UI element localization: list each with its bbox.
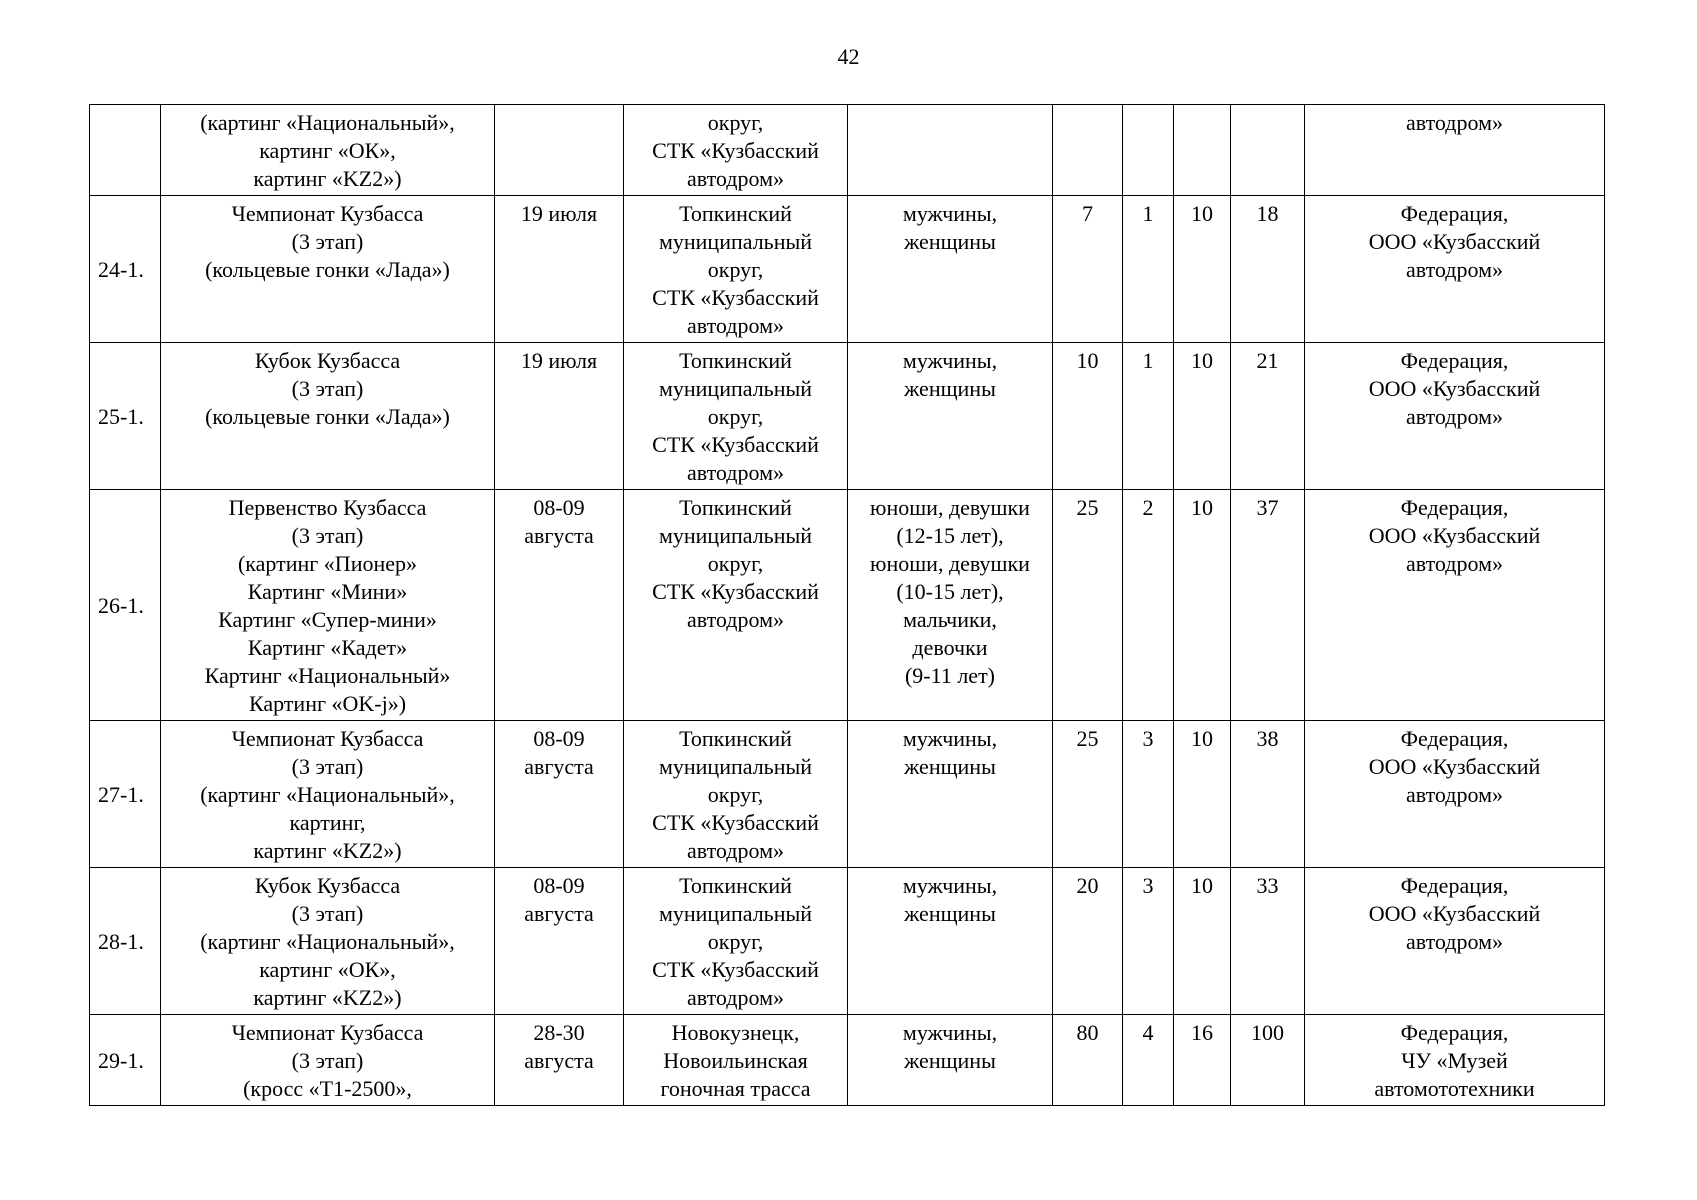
cell-date [495, 1015, 624, 1106]
cell-place-line: СТК «Кузбасский [652, 810, 819, 835]
cell-participants-line: девочки [912, 635, 988, 660]
cell-organizer-line: автодром» [1406, 110, 1503, 135]
cell-participants-line: мужчины, [902, 348, 998, 373]
cell-event-line: (картинг «Национальный», [200, 782, 455, 807]
cell-date [495, 105, 624, 196]
cell-organizer [1305, 1015, 1605, 1106]
cell-organizer-line: автодром» [1406, 929, 1503, 954]
cell-participants-line: женщины [904, 901, 996, 926]
cell-count-1: 7 [1053, 196, 1123, 343]
cell-organizer-line: Федерация, [1400, 495, 1509, 520]
cell-organizer-line: автомототехники [1374, 1076, 1535, 1101]
table-body [90, 105, 1605, 1106]
cell-count-2: 3 [1123, 721, 1174, 868]
table-row [90, 490, 1605, 721]
table-row [90, 196, 1605, 343]
cell-organizer-line: автодром» [1406, 257, 1503, 282]
cell-participants [848, 105, 1053, 196]
cell-place-line: автодром» [687, 838, 784, 863]
cell-organizer-line: Федерация, [1400, 201, 1509, 226]
cell-participants-line: мальчики, [903, 607, 997, 632]
cell-event-line: (картинг «Пионер» [237, 551, 418, 576]
cell-count-total: 18 [1231, 196, 1305, 343]
cell-place [624, 721, 848, 868]
cell-count-3: 10 [1174, 868, 1231, 1015]
cell-event-line: (картинг «Национальный», [200, 929, 455, 954]
cell-place-line: Топкинский [679, 873, 792, 898]
cell-place-line: СТК «Кузбасский [652, 138, 819, 163]
cell-count-3: 10 [1174, 196, 1231, 343]
cell-count-1: 20 [1053, 868, 1123, 1015]
cell-organizer-line: автодром» [1406, 404, 1503, 429]
cell-place-line: округ, [707, 782, 764, 807]
cell-participants-line: мужчины, [902, 1020, 998, 1045]
cell-organizer-line: ООО «Кузбасский [1368, 523, 1541, 548]
cell-count-1: 25 [1053, 490, 1123, 721]
cell-organizer-line: ООО «Кузбасский [1368, 754, 1541, 779]
cell-place-line: округ, [707, 551, 764, 576]
cell-count-total: 33 [1231, 868, 1305, 1015]
cell-event-line: (кольцевые гонки «Лада») [205, 404, 450, 429]
table-row [90, 868, 1605, 1015]
cell-event-line: Чемпионат Кузбасса [231, 726, 424, 751]
cell-count-1: 80 [1053, 1015, 1123, 1106]
cell-place-line: СТК «Кузбасский [652, 285, 819, 310]
cell-participants-line: мужчины, [902, 201, 998, 226]
cell-event [161, 490, 495, 721]
cell-date-line: 08-09 [533, 495, 585, 520]
cell-place-line: СТК «Кузбасский [652, 432, 819, 457]
cell-number: 25-1. [90, 343, 161, 490]
cell-event-line: картинг «KZ2») [253, 166, 402, 191]
cell-date-line: 28-30 [533, 1020, 585, 1045]
cell-event-line: Картинг «Мини» [247, 579, 408, 604]
cell-organizer [1305, 105, 1605, 196]
cell-participants-line: женщины [904, 229, 996, 254]
cell-event-line: Первенство Кузбасса [228, 495, 427, 520]
cell-date-line: 08-09 [533, 873, 585, 898]
cell-date-line: августа [524, 901, 594, 926]
cell-count-total: 100 [1231, 1015, 1305, 1106]
cell-event-line: Картинг «Национальный» [204, 663, 451, 688]
cell-count-total: 37 [1231, 490, 1305, 721]
cell-date [495, 868, 624, 1015]
cell-participants-line: (12-15 лет), [896, 523, 1004, 548]
cell-event-line: Картинг «Супер-мини» [218, 607, 437, 632]
cell-event-line: (3 этап) [291, 901, 364, 926]
cell-place-line: округ, [707, 257, 764, 282]
cell-place [624, 105, 848, 196]
cell-event [161, 1015, 495, 1106]
cell-count-1 [1053, 105, 1123, 196]
cell-date [495, 343, 624, 490]
cell-count-total: 21 [1231, 343, 1305, 490]
cell-place-line: гоночная трасса [660, 1076, 811, 1101]
cell-place [624, 196, 848, 343]
cell-count-3 [1174, 105, 1231, 196]
cell-event-line: (3 этап) [291, 376, 364, 401]
cell-event-line: картинг «ОК», [259, 138, 396, 163]
cell-participants [848, 721, 1053, 868]
cell-date-line: 19 июля [520, 348, 598, 373]
cell-event-line: (3 этап) [291, 1048, 364, 1073]
cell-organizer-line: автодром» [1406, 782, 1503, 807]
cell-participants-line: женщины [904, 754, 996, 779]
cell-place-line: СТК «Кузбасский [652, 957, 819, 982]
cell-event-line: картинг «KZ2») [253, 985, 402, 1010]
cell-participants [848, 868, 1053, 1015]
cell-place-line: автодром» [687, 460, 784, 485]
cell-participants [848, 343, 1053, 490]
cell-number: 26-1. [90, 490, 161, 721]
cell-number: 29-1. [90, 1015, 161, 1106]
cell-count-1: 10 [1053, 343, 1123, 490]
cell-date-line: 19 июля [520, 201, 598, 226]
cell-participants [848, 490, 1053, 721]
cell-participants-line: юноши, девушки [870, 551, 1030, 576]
cell-place-line: Топкинский [679, 726, 792, 751]
cell-event [161, 721, 495, 868]
cell-participants-line: юноши, девушки [870, 495, 1030, 520]
cell-date [495, 490, 624, 721]
cell-event [161, 868, 495, 1015]
cell-place [624, 343, 848, 490]
cell-event-line: Кубок Кузбасса [254, 348, 401, 373]
cell-event-line: Кубок Кузбасса [254, 873, 401, 898]
cell-event-line: (3 этап) [291, 754, 364, 779]
cell-number: 28-1. [90, 868, 161, 1015]
cell-organizer [1305, 343, 1605, 490]
cell-place-line: округ, [707, 110, 764, 135]
table-row [90, 721, 1605, 868]
cell-participants-line: женщины [904, 376, 996, 401]
cell-place-line: автодром» [687, 313, 784, 338]
cell-participants [848, 196, 1053, 343]
cell-event-line: Картинг «OK-j») [248, 691, 407, 716]
cell-place [624, 868, 848, 1015]
table-row [90, 343, 1605, 490]
cell-place-line: округ, [707, 929, 764, 954]
cell-place-line: Новокузнецк, [671, 1020, 800, 1045]
table-row [90, 1015, 1605, 1106]
cell-place-line: муниципальный [658, 523, 813, 548]
cell-event-line: (картинг «Национальный», [200, 110, 455, 135]
cell-organizer-line: Федерация, [1400, 726, 1509, 751]
cell-place-line: муниципальный [658, 754, 813, 779]
cell-organizer-line: ООО «Кузбасский [1368, 376, 1541, 401]
cell-date [495, 196, 624, 343]
cell-place-line: муниципальный [658, 901, 813, 926]
table-row [90, 105, 1605, 196]
cell-count-total: 38 [1231, 721, 1305, 868]
cell-place-line: округ, [707, 404, 764, 429]
cell-event-line: (3 этап) [291, 523, 364, 548]
cell-event-line: (кольцевые гонки «Лада») [205, 257, 450, 282]
cell-count-2 [1123, 105, 1174, 196]
cell-count-1: 25 [1053, 721, 1123, 868]
cell-organizer [1305, 868, 1605, 1015]
cell-place-line: Топкинский [679, 201, 792, 226]
cell-event-line: Чемпионат Кузбасса [231, 1020, 424, 1045]
cell-participants-line: мужчины, [902, 873, 998, 898]
cell-event-line: картинг «KZ2») [253, 838, 402, 863]
cell-organizer-line: ООО «Кузбасский [1368, 901, 1541, 926]
cell-participants-line: (10-15 лет), [896, 579, 1004, 604]
cell-place-line: муниципальный [658, 376, 813, 401]
cell-number [90, 105, 161, 196]
cell-date-line: августа [524, 1048, 594, 1073]
cell-organizer-line: Федерация, [1400, 348, 1509, 373]
page-number: 42 [837, 44, 860, 69]
cell-place-line: Новоильинская [663, 1048, 808, 1073]
cell-organizer-line: Федерация, [1400, 873, 1509, 898]
cell-organizer [1305, 721, 1605, 868]
cell-place-line: муниципальный [658, 229, 813, 254]
cell-number: 27-1. [90, 721, 161, 868]
cell-place [624, 490, 848, 721]
cell-count-3: 10 [1174, 721, 1231, 868]
cell-count-2: 1 [1123, 343, 1174, 490]
cell-participants-line: (9-11 лет) [904, 663, 996, 688]
cell-participants-line: женщины [904, 1048, 996, 1073]
cell-organizer [1305, 490, 1605, 721]
cell-count-3: 10 [1174, 490, 1231, 721]
cell-count-total [1231, 105, 1305, 196]
cell-event [161, 196, 495, 343]
cell-organizer-line: ЧУ «Музей [1401, 1048, 1508, 1073]
cell-count-2: 4 [1123, 1015, 1174, 1106]
cell-event-line: Чемпионат Кузбасса [231, 201, 424, 226]
cell-event [161, 343, 495, 490]
cell-organizer-line: Федерация, [1400, 1020, 1509, 1045]
cell-number: 24-1. [90, 196, 161, 343]
cell-place-line: автодром» [687, 985, 784, 1010]
cell-organizer-line: автодром» [1406, 551, 1503, 576]
cell-count-3: 10 [1174, 343, 1231, 490]
cell-count-2: 3 [1123, 868, 1174, 1015]
cell-date-line: августа [524, 523, 594, 548]
cell-event-line: Картинг «Кадет» [247, 635, 408, 660]
cell-place-line: автодром» [687, 166, 784, 191]
cell-count-3: 16 [1174, 1015, 1231, 1106]
cell-place-line: Топкинский [679, 495, 792, 520]
cell-event-line: картинг, [289, 810, 366, 835]
cell-place-line: СТК «Кузбасский [652, 579, 819, 604]
cell-place [624, 1015, 848, 1106]
cell-event-line: картинг «ОК», [259, 957, 396, 982]
events-table [89, 104, 1605, 1106]
cell-place-line: автодром» [687, 607, 784, 632]
cell-participants-line: мужчины, [902, 726, 998, 751]
cell-event [161, 105, 495, 196]
cell-date-line: 08-09 [533, 726, 585, 751]
cell-organizer [1305, 196, 1605, 343]
cell-place-line: Топкинский [679, 348, 792, 373]
cell-organizer-line: ООО «Кузбасский [1368, 229, 1541, 254]
cell-count-2: 2 [1123, 490, 1174, 721]
cell-participants [848, 1015, 1053, 1106]
cell-event-line: (3 этап) [291, 229, 364, 254]
cell-date [495, 721, 624, 868]
cell-event-line: (кросс «Т1-2500», [243, 1076, 412, 1101]
cell-date-line: августа [524, 754, 594, 779]
cell-count-2: 1 [1123, 196, 1174, 343]
